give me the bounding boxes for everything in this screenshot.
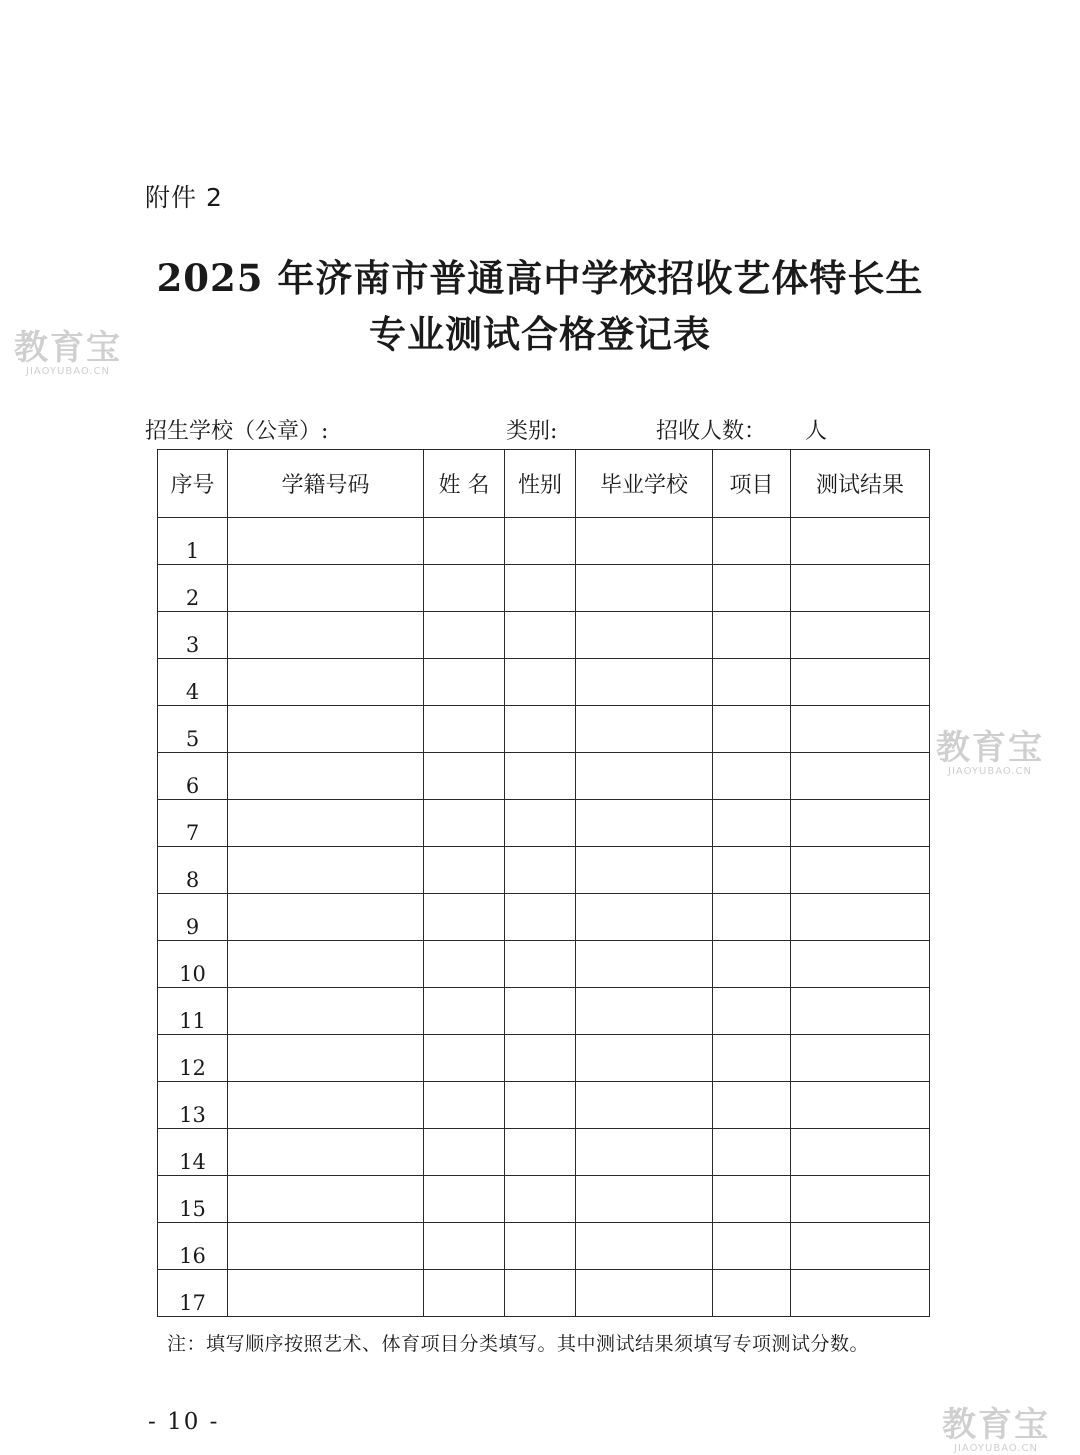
student-id-cell — [228, 1035, 424, 1082]
row-number: 3 — [158, 612, 228, 659]
gender-cell — [505, 753, 576, 800]
row-number: 5 — [158, 706, 228, 753]
event-cell — [713, 1270, 791, 1317]
table-row — [158, 706, 930, 753]
header-seq: 序号 — [158, 450, 228, 518]
page-number: - 10 - — [148, 1409, 220, 1435]
graduation-school-cell — [576, 988, 713, 1035]
student-id-cell — [228, 612, 424, 659]
test-result-cell — [791, 1270, 930, 1317]
table-row — [158, 753, 930, 800]
event-cell — [713, 659, 791, 706]
graduation-school-cell — [576, 1223, 713, 1270]
student-id-cell — [228, 518, 424, 565]
table-row — [158, 1176, 930, 1223]
name-cell — [424, 706, 505, 753]
row-number: 9 — [158, 894, 228, 941]
watermark-logo — [14, 330, 122, 378]
header-gender: 性别 — [505, 450, 576, 518]
footnote: 注：填写顺序按照艺术、体育项目分类填写。其中测试结果须填写专项测试分数。 — [167, 1333, 870, 1355]
name-cell — [424, 1082, 505, 1129]
table-row — [158, 1129, 930, 1176]
graduation-school-cell — [576, 847, 713, 894]
gender-cell — [505, 800, 576, 847]
name-cell — [424, 894, 505, 941]
event-cell — [713, 1176, 791, 1223]
table-row — [158, 1223, 930, 1270]
graduation-school-cell — [576, 1176, 713, 1223]
test-result-cell — [791, 1035, 930, 1082]
student-id-cell — [228, 1176, 424, 1223]
gender-cell — [505, 1270, 576, 1317]
gender-cell — [505, 518, 576, 565]
graduation-school-cell — [576, 800, 713, 847]
graduation-school-cell — [576, 565, 713, 612]
student-id-cell — [228, 800, 424, 847]
gender-cell — [505, 659, 576, 706]
category-label: 类别: — [506, 419, 558, 444]
student-id-cell — [228, 988, 424, 1035]
table-row — [158, 988, 930, 1035]
watermark-subtext: JIAOYUBAO.CN — [26, 366, 110, 377]
table-body — [158, 518, 930, 1317]
event-cell — [713, 941, 791, 988]
table-row — [158, 565, 930, 612]
student-id-cell — [228, 706, 424, 753]
row-number: 14 — [158, 1129, 228, 1176]
test-result-cell — [791, 1082, 930, 1129]
event-cell — [713, 1035, 791, 1082]
row-number: 17 — [158, 1270, 228, 1317]
table-row — [158, 659, 930, 706]
name-cell — [424, 988, 505, 1035]
enrollment-count-label: 招收人数： — [656, 419, 767, 444]
gender-cell — [505, 988, 576, 1035]
table-row — [158, 1270, 930, 1317]
watermark-logo — [942, 1407, 1050, 1455]
student-id-cell — [228, 894, 424, 941]
watermark-logo — [936, 730, 1044, 778]
name-cell — [424, 753, 505, 800]
graduation-school-cell — [576, 706, 713, 753]
event-cell — [713, 612, 791, 659]
gender-cell — [505, 1129, 576, 1176]
name-cell — [424, 1176, 505, 1223]
graduation-school-cell — [576, 1082, 713, 1129]
registration-table — [157, 449, 930, 1317]
graduation-school-cell — [576, 518, 713, 565]
graduation-school-cell — [576, 1035, 713, 1082]
name-cell — [424, 612, 505, 659]
name-cell — [424, 847, 505, 894]
test-result-cell — [791, 518, 930, 565]
enrollment-count-unit: 人 — [805, 419, 828, 444]
table-row — [158, 847, 930, 894]
name-cell — [424, 565, 505, 612]
graduation-school-cell — [576, 612, 713, 659]
table-row — [158, 1035, 930, 1082]
test-result-cell — [791, 659, 930, 706]
student-id-cell — [228, 753, 424, 800]
row-number: 7 — [158, 800, 228, 847]
document-title-line1: 2025 年济南市普通高中学校招收艺体特长生 — [156, 256, 924, 300]
test-result-cell — [791, 565, 930, 612]
table-row — [158, 894, 930, 941]
watermark-text: 教育宝 — [936, 728, 1044, 768]
graduation-school-cell — [576, 659, 713, 706]
graduation-school-cell — [576, 1129, 713, 1176]
event-cell — [713, 753, 791, 800]
student-id-cell — [228, 1129, 424, 1176]
test-result-cell — [791, 941, 930, 988]
student-id-cell — [228, 847, 424, 894]
event-cell — [713, 1129, 791, 1176]
name-cell — [424, 659, 505, 706]
watermark-subtext: JIAOYUBAO.CN — [948, 766, 1032, 777]
row-number: 16 — [158, 1223, 228, 1270]
student-id-cell — [228, 1223, 424, 1270]
row-number: 10 — [158, 941, 228, 988]
graduation-school-cell — [576, 941, 713, 988]
gender-cell — [505, 894, 576, 941]
event-cell — [713, 988, 791, 1035]
gender-cell — [505, 1035, 576, 1082]
test-result-cell — [791, 847, 930, 894]
event-cell — [713, 894, 791, 941]
test-result-cell — [791, 706, 930, 753]
gender-cell — [505, 847, 576, 894]
name-cell — [424, 941, 505, 988]
watermark-text: 教育宝 — [942, 1405, 1050, 1445]
student-id-cell — [228, 1082, 424, 1129]
row-number: 4 — [158, 659, 228, 706]
name-cell — [424, 1035, 505, 1082]
header-event: 项目 — [713, 450, 791, 518]
header-test-result: 测试结果 — [791, 450, 930, 518]
attachment-label: 附件 2 — [145, 183, 223, 212]
event-cell — [713, 1082, 791, 1129]
name-cell — [424, 1223, 505, 1270]
event-cell — [713, 565, 791, 612]
header-name: 姓 名 — [424, 450, 505, 518]
student-id-cell — [228, 1270, 424, 1317]
header-graduation-school: 毕业学校 — [576, 450, 713, 518]
table-row — [158, 800, 930, 847]
test-result-cell — [791, 1129, 930, 1176]
student-id-cell — [228, 941, 424, 988]
row-number: 12 — [158, 1035, 228, 1082]
row-number: 8 — [158, 847, 228, 894]
test-result-cell — [791, 1223, 930, 1270]
test-result-cell — [791, 612, 930, 659]
table-header-row — [158, 450, 930, 518]
row-number: 1 — [158, 518, 228, 565]
graduation-school-cell — [576, 1270, 713, 1317]
event-cell — [713, 518, 791, 565]
graduation-school-cell — [576, 753, 713, 800]
test-result-cell — [791, 753, 930, 800]
graduation-school-cell — [576, 894, 713, 941]
school-seal-label: 招生学校（公章）: — [145, 419, 329, 444]
row-number: 15 — [158, 1176, 228, 1223]
watermark-subtext: JIAOYUBAO.CN — [954, 1443, 1038, 1454]
gender-cell — [505, 1176, 576, 1223]
test-result-cell — [791, 1176, 930, 1223]
test-result-cell — [791, 800, 930, 847]
row-number: 11 — [158, 988, 228, 1035]
table-row — [158, 1082, 930, 1129]
table-row — [158, 941, 930, 988]
event-cell — [713, 706, 791, 753]
gender-cell — [505, 706, 576, 753]
name-cell — [424, 1129, 505, 1176]
gender-cell — [505, 565, 576, 612]
document-title-line2: 专业测试合格登记表 — [369, 312, 711, 356]
row-number: 6 — [158, 753, 228, 800]
table-row — [158, 518, 930, 565]
gender-cell — [505, 1223, 576, 1270]
student-id-cell — [228, 659, 424, 706]
header-student-id: 学籍号码 — [228, 450, 424, 518]
watermark-text: 教育宝 — [14, 328, 122, 368]
gender-cell — [505, 1082, 576, 1129]
name-cell — [424, 518, 505, 565]
test-result-cell — [791, 988, 930, 1035]
gender-cell — [505, 941, 576, 988]
table-row — [158, 612, 930, 659]
event-cell — [713, 800, 791, 847]
name-cell — [424, 800, 505, 847]
row-number: 13 — [158, 1082, 228, 1129]
event-cell — [713, 847, 791, 894]
test-result-cell — [791, 894, 930, 941]
name-cell — [424, 1270, 505, 1317]
student-id-cell — [228, 565, 424, 612]
row-number: 2 — [158, 565, 228, 612]
event-cell — [713, 1223, 791, 1270]
gender-cell — [505, 612, 576, 659]
